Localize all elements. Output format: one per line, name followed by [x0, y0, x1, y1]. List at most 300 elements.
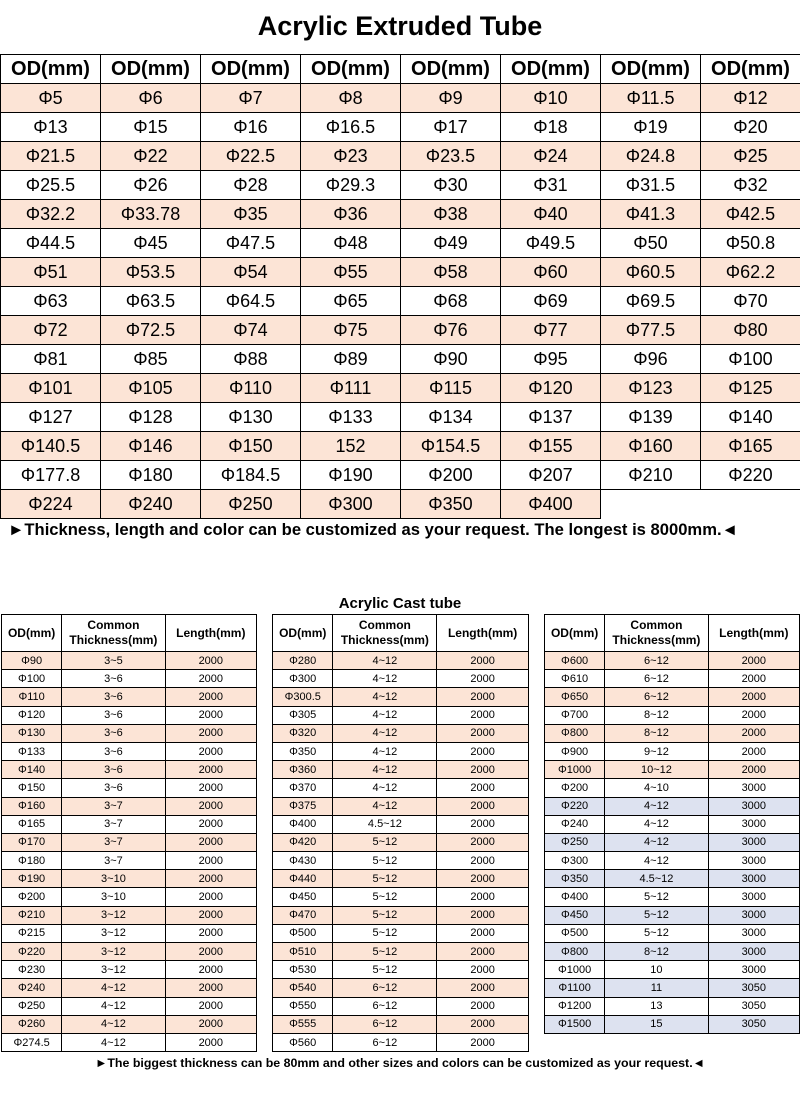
od-cell: Φ155 [501, 432, 601, 461]
table-row [2, 888, 257, 906]
od-cell: Φ250 [2, 997, 62, 1015]
od-cell: Φ58 [401, 258, 501, 287]
od-cell: Φ77.5 [601, 316, 701, 345]
od-cell: Φ12 [701, 84, 800, 113]
length-cell: 2000 [437, 670, 529, 688]
table-row [2, 997, 257, 1015]
od-cell: Φ111 [301, 374, 401, 403]
thickness-cell: 5~12 [333, 870, 437, 888]
od-cell: Φ25.5 [1, 171, 101, 200]
od-cell: Φ250 [545, 833, 605, 851]
length-cell: 2000 [165, 652, 256, 670]
table-row [545, 997, 800, 1015]
thickness-cell: 4~12 [605, 815, 708, 833]
table-row [1, 84, 800, 113]
od-cell: Φ200 [401, 461, 501, 490]
od-cell: Φ11.5 [601, 84, 701, 113]
thickness-cell: 6~12 [333, 979, 437, 997]
od-cell: Φ140 [2, 761, 62, 779]
od-cell: Φ650 [545, 688, 605, 706]
thickness-cell: 5~12 [333, 906, 437, 924]
od-cell: Φ300.5 [273, 688, 333, 706]
od-cell: Φ49.5 [501, 229, 601, 258]
od-cell: Φ69 [501, 287, 601, 316]
od-cell: Φ90 [2, 652, 62, 670]
thickness-cell: 4~12 [605, 797, 708, 815]
od-cell: Φ51 [1, 258, 101, 287]
table-row [273, 979, 529, 997]
thickness-cell: 8~12 [605, 706, 708, 724]
column-header-thickness: Common Thickness(mm) [605, 615, 708, 652]
length-cell: 2000 [437, 1015, 529, 1033]
od-cell: Φ220 [701, 461, 800, 490]
thickness-cell: 5~12 [605, 924, 708, 942]
thickness-cell: 10 [605, 961, 708, 979]
thickness-cell: 6~12 [605, 652, 708, 670]
table-row [1, 113, 800, 142]
od-cell: Φ450 [273, 888, 333, 906]
od-cell: Φ133 [2, 742, 62, 760]
table-row [2, 943, 257, 961]
od-cell: Φ560 [273, 1033, 333, 1051]
length-cell: 3000 [708, 815, 799, 833]
table-row [1, 345, 800, 374]
column-header-od: OD(mm) [301, 55, 401, 84]
table-row [545, 924, 800, 942]
length-cell: 2000 [165, 852, 256, 870]
od-cell: Φ69.5 [601, 287, 701, 316]
od-cell: Φ24 [501, 142, 601, 171]
thickness-cell: 3~12 [62, 961, 165, 979]
length-cell: 2000 [708, 761, 799, 779]
empty-cell [701, 490, 800, 519]
od-cell: Φ16 [201, 113, 301, 142]
cast-tube-table-3 [544, 614, 800, 1034]
od-cell: Φ89 [301, 345, 401, 374]
od-cell: Φ35 [201, 200, 301, 229]
od-cell: Φ24.8 [601, 142, 701, 171]
od-cell: Φ96 [601, 345, 701, 374]
od-cell: Φ65 [301, 287, 401, 316]
table-row [2, 652, 257, 670]
od-cell: Φ600 [545, 652, 605, 670]
od-cell: Φ240 [101, 490, 201, 519]
table-row [273, 652, 529, 670]
thickness-cell: 11 [605, 979, 708, 997]
od-cell: Φ210 [2, 906, 62, 924]
od-cell: Φ470 [273, 906, 333, 924]
od-cell: Φ137 [501, 403, 601, 432]
thickness-cell: 4~12 [333, 797, 437, 815]
od-cell: Φ240 [545, 815, 605, 833]
column-header-od: OD(mm) [545, 615, 605, 652]
od-cell: Φ17 [401, 113, 501, 142]
thickness-cell: 3~6 [62, 706, 165, 724]
table-row [1, 287, 800, 316]
thickness-cell: 3~6 [62, 742, 165, 760]
thickness-cell: 5~12 [605, 888, 708, 906]
od-cell: Φ95 [501, 345, 601, 374]
length-cell: 3050 [708, 979, 799, 997]
table-row [1, 490, 800, 519]
table-row [2, 724, 257, 742]
column-header-length: Length(mm) [437, 615, 529, 652]
od-cell: Φ88 [201, 345, 301, 374]
thickness-cell: 4~12 [333, 688, 437, 706]
thickness-cell: 4~10 [605, 779, 708, 797]
table-row [273, 1033, 529, 1051]
column-header-od: OD(mm) [273, 615, 333, 652]
length-cell: 2000 [437, 688, 529, 706]
od-cell: Φ500 [545, 924, 605, 942]
table-row [273, 724, 529, 742]
column-header-od: OD(mm) [201, 55, 301, 84]
od-cell: Φ250 [201, 490, 301, 519]
od-cell: Φ85 [101, 345, 201, 374]
od-cell: Φ23.5 [401, 142, 501, 171]
od-cell: Φ29.3 [301, 171, 401, 200]
od-cell: Φ32 [701, 171, 800, 200]
thickness-cell: 5~12 [605, 906, 708, 924]
od-cell: Φ53.5 [101, 258, 201, 287]
table-row [2, 870, 257, 888]
thickness-cell: 4~12 [62, 979, 165, 997]
od-cell: Φ120 [2, 706, 62, 724]
od-cell: Φ300 [301, 490, 401, 519]
length-cell: 2000 [165, 870, 256, 888]
length-cell: 3000 [708, 870, 799, 888]
od-cell: Φ140.5 [1, 432, 101, 461]
od-cell: Φ115 [401, 374, 501, 403]
thickness-cell: 4~12 [62, 1015, 165, 1033]
thickness-cell: 3~7 [62, 815, 165, 833]
length-cell: 2000 [708, 706, 799, 724]
od-cell: Φ28 [201, 171, 301, 200]
od-cell: Φ128 [101, 403, 201, 432]
od-cell: Φ63 [1, 287, 101, 316]
extruded-note: ►Thickness, length and color can be customized as your request. The longest is 8000mm.◄ [8, 520, 738, 539]
length-cell: 2000 [165, 670, 256, 688]
od-cell: Φ200 [2, 888, 62, 906]
od-cell: Φ215 [2, 924, 62, 942]
od-cell: Φ21.5 [1, 142, 101, 171]
table-row [545, 742, 800, 760]
thickness-cell: 10~12 [605, 761, 708, 779]
od-cell: Φ440 [273, 870, 333, 888]
od-cell: Φ610 [545, 670, 605, 688]
table-row [1, 374, 800, 403]
thickness-cell: 3~6 [62, 779, 165, 797]
length-cell: 2000 [437, 997, 529, 1015]
od-cell: Φ900 [545, 742, 605, 760]
length-cell: 2000 [165, 961, 256, 979]
table-row [1, 229, 800, 258]
od-cell: Φ20 [701, 113, 800, 142]
od-cell: Φ400 [501, 490, 601, 519]
od-cell: Φ160 [601, 432, 701, 461]
od-cell: Φ7 [201, 84, 301, 113]
od-cell: Φ30 [401, 171, 501, 200]
table-row [1, 316, 800, 345]
table-row [1, 403, 800, 432]
od-cell: Φ555 [273, 1015, 333, 1033]
od-cell: Φ530 [273, 961, 333, 979]
thickness-cell: 4~12 [333, 652, 437, 670]
od-cell: Φ18 [501, 113, 601, 142]
table-row [273, 779, 529, 797]
thickness-cell: 9~12 [605, 742, 708, 760]
table-row [273, 1015, 529, 1033]
od-cell: Φ63.5 [101, 287, 201, 316]
length-cell: 2000 [708, 742, 799, 760]
od-cell: Φ25 [701, 142, 800, 171]
thickness-cell: 5~12 [333, 961, 437, 979]
od-cell: Φ800 [545, 724, 605, 742]
column-header-od: OD(mm) [401, 55, 501, 84]
table-row [273, 961, 529, 979]
table-row [273, 761, 529, 779]
od-cell: Φ1500 [545, 1015, 605, 1033]
length-cell: 2000 [165, 943, 256, 961]
od-cell: Φ1200 [545, 997, 605, 1015]
od-cell: Φ134 [401, 403, 501, 432]
cast-section-title: Acrylic Cast tube [338, 595, 462, 612]
page-title: Acrylic Extruded Tube [257, 11, 543, 41]
thickness-cell: 5~12 [333, 924, 437, 942]
table-row [545, 688, 800, 706]
od-cell: Φ510 [273, 943, 333, 961]
od-cell: Φ430 [273, 852, 333, 870]
thickness-cell: 3~12 [62, 906, 165, 924]
thickness-cell: 4~12 [333, 670, 437, 688]
od-cell: Φ76 [401, 316, 501, 345]
length-cell: 2000 [165, 888, 256, 906]
od-cell: Φ207 [501, 461, 601, 490]
od-cell: Φ15 [101, 113, 201, 142]
od-cell: Φ220 [2, 943, 62, 961]
length-cell: 2000 [165, 706, 256, 724]
od-cell: Φ64.5 [201, 287, 301, 316]
table-row [545, 943, 800, 961]
table-row [545, 724, 800, 742]
thickness-cell: 6~12 [333, 1015, 437, 1033]
od-cell: Φ190 [2, 870, 62, 888]
od-cell: Φ165 [701, 432, 800, 461]
table-row [2, 797, 257, 815]
od-cell: Φ22 [101, 142, 201, 171]
od-cell: Φ140 [701, 403, 800, 432]
od-cell: Φ420 [273, 833, 333, 851]
od-cell: 152 [301, 432, 401, 461]
length-cell: 3050 [708, 997, 799, 1015]
length-cell: 3000 [708, 961, 799, 979]
od-cell: Φ123 [601, 374, 701, 403]
length-cell: 2000 [437, 779, 529, 797]
table-row [2, 815, 257, 833]
od-cell: Φ280 [273, 652, 333, 670]
od-cell: Φ305 [273, 706, 333, 724]
length-cell: 3000 [708, 833, 799, 851]
table-row [545, 815, 800, 833]
od-cell: Φ10 [501, 84, 601, 113]
od-cell: Φ74 [201, 316, 301, 345]
od-cell: Φ370 [273, 779, 333, 797]
od-cell: Φ38 [401, 200, 501, 229]
length-cell: 2000 [437, 979, 529, 997]
thickness-cell: 5~12 [333, 888, 437, 906]
thickness-cell: 3~10 [62, 870, 165, 888]
thickness-cell: 3~7 [62, 797, 165, 815]
column-header-od: OD(mm) [101, 55, 201, 84]
od-cell: Φ101 [1, 374, 101, 403]
od-cell: Φ6 [101, 84, 201, 113]
od-cell: Φ400 [273, 815, 333, 833]
table-row [273, 906, 529, 924]
od-cell: Φ500 [273, 924, 333, 942]
od-cell: Φ133 [301, 403, 401, 432]
length-cell: 2000 [165, 997, 256, 1015]
od-cell: Φ70 [701, 287, 800, 316]
thickness-cell: 15 [605, 1015, 708, 1033]
cast-note: ►The biggest thickness can be 80mm and other sizes and colors can be customized as your request.◄ [95, 1056, 705, 1070]
table-row [2, 924, 257, 942]
od-cell: Φ700 [545, 706, 605, 724]
od-cell: Φ165 [2, 815, 62, 833]
thickness-cell: 5~12 [333, 852, 437, 870]
table-row [273, 924, 529, 942]
length-cell: 3000 [708, 779, 799, 797]
thickness-cell: 6~12 [333, 997, 437, 1015]
od-cell: Φ23 [301, 142, 401, 171]
table-row [1, 461, 800, 490]
length-cell: 2000 [165, 797, 256, 815]
od-cell: Φ1100 [545, 979, 605, 997]
od-cell: Φ110 [2, 688, 62, 706]
od-cell: Φ130 [201, 403, 301, 432]
od-cell: Φ9 [401, 84, 501, 113]
length-cell: 2000 [437, 888, 529, 906]
length-cell: 2000 [165, 979, 256, 997]
empty-cell [601, 490, 701, 519]
od-cell: Φ200 [545, 779, 605, 797]
column-header-od: OD(mm) [2, 615, 62, 652]
length-cell: 3000 [708, 924, 799, 942]
thickness-cell: 4~12 [333, 706, 437, 724]
column-header-od: OD(mm) [1, 55, 101, 84]
length-cell: 2000 [165, 1033, 256, 1051]
od-cell: Φ60 [501, 258, 601, 287]
od-cell: Φ274.5 [2, 1033, 62, 1051]
od-cell: Φ350 [545, 870, 605, 888]
od-cell: Φ50.8 [701, 229, 800, 258]
od-cell: Φ36 [301, 200, 401, 229]
table-row [1, 258, 800, 287]
thickness-cell: 3~10 [62, 888, 165, 906]
length-cell: 2000 [437, 961, 529, 979]
length-cell: 2000 [437, 833, 529, 851]
od-cell: Φ33.78 [101, 200, 201, 229]
length-cell: 3000 [708, 888, 799, 906]
table-row [2, 779, 257, 797]
table-row [273, 870, 529, 888]
thickness-cell: 3~12 [62, 943, 165, 961]
table-row [545, 870, 800, 888]
thickness-cell: 8~12 [605, 724, 708, 742]
length-cell: 2000 [165, 742, 256, 760]
od-cell: Φ72 [1, 316, 101, 345]
length-cell: 2000 [165, 815, 256, 833]
od-cell: Φ22.5 [201, 142, 301, 171]
table-row [273, 833, 529, 851]
thickness-cell: 13 [605, 997, 708, 1015]
od-cell: Φ240 [2, 979, 62, 997]
od-cell: Φ300 [273, 670, 333, 688]
od-cell: Φ48 [301, 229, 401, 258]
od-cell: Φ350 [401, 490, 501, 519]
thickness-cell: 4~12 [605, 833, 708, 851]
table-row [545, 779, 800, 797]
table-row [273, 797, 529, 815]
od-cell: Φ31.5 [601, 171, 701, 200]
od-cell: Φ220 [545, 797, 605, 815]
table-row [2, 742, 257, 760]
od-cell: Φ210 [601, 461, 701, 490]
column-header-od: OD(mm) [601, 55, 701, 84]
thickness-cell: 3~7 [62, 833, 165, 851]
table-row [2, 833, 257, 851]
od-cell: Φ127 [1, 403, 101, 432]
od-cell: Φ154.5 [401, 432, 501, 461]
column-header-length: Length(mm) [165, 615, 256, 652]
od-cell: Φ260 [2, 1015, 62, 1033]
length-cell: 2000 [437, 924, 529, 942]
table-row [2, 979, 257, 997]
length-cell: 2000 [708, 652, 799, 670]
od-cell: Φ81 [1, 345, 101, 374]
thickness-cell: 3~6 [62, 670, 165, 688]
length-cell: 2000 [165, 833, 256, 851]
extruded-tube-table [0, 54, 800, 519]
od-cell: Φ190 [301, 461, 401, 490]
od-cell: Φ60.5 [601, 258, 701, 287]
thickness-cell: 5~12 [333, 943, 437, 961]
od-cell: Φ375 [273, 797, 333, 815]
length-cell: 2000 [165, 688, 256, 706]
od-cell: Φ47.5 [201, 229, 301, 258]
thickness-cell: 4~12 [333, 724, 437, 742]
column-header-od: OD(mm) [701, 55, 800, 84]
thickness-cell: 3~12 [62, 924, 165, 942]
length-cell: 2000 [165, 906, 256, 924]
thickness-cell: 3~7 [62, 852, 165, 870]
table-row [273, 815, 529, 833]
length-cell: 3000 [708, 943, 799, 961]
od-cell: Φ68 [401, 287, 501, 316]
length-cell: 2000 [708, 688, 799, 706]
length-cell: 2000 [437, 852, 529, 870]
od-cell: Φ5 [1, 84, 101, 113]
table-row [545, 652, 800, 670]
od-cell: Φ180 [2, 852, 62, 870]
cast-tube-table-2 [272, 614, 529, 1052]
table-row [273, 742, 529, 760]
od-cell: Φ400 [545, 888, 605, 906]
table-row [273, 852, 529, 870]
od-cell: Φ41.3 [601, 200, 701, 229]
od-cell: Φ120 [501, 374, 601, 403]
column-header-thickness: Common Thickness(mm) [62, 615, 165, 652]
od-cell: Φ44.5 [1, 229, 101, 258]
